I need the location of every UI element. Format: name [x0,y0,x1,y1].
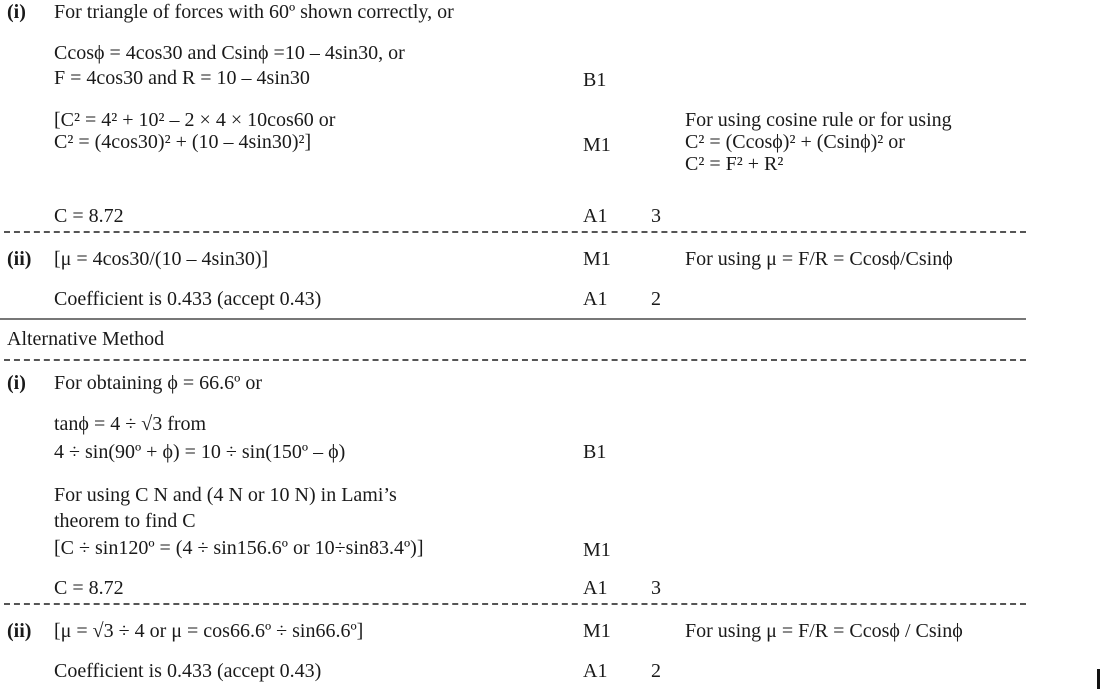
divider-solid [0,318,1026,320]
part-ii-total: 2 [651,288,661,310]
alt-part-ii-line1: [μ = √3 ÷ 4 or μ = cos66.6º ÷ sin66.6º] [54,620,364,642]
divider-dashed [4,359,1026,361]
alt-part-i-total: 3 [651,577,661,599]
divider-dashed [4,603,1026,605]
part-i-line4: [C² = 4² + 10² – 2 × 4 × 10cos60 or [54,109,336,131]
part-ii-note1: For using μ = F/R = Ccosϕ/Csinϕ [685,248,953,270]
part-ii-label: (ii) [7,248,32,270]
alt-part-ii-mark-m1: M1 [583,620,611,642]
alt-part-i-line1: For obtaining ϕ = 66.6º or [54,372,262,394]
alt-part-i-mark-m1: M1 [583,539,611,561]
alt-part-i-line4: For using C N and (4 N or 10 N) in Lami’s [54,484,397,506]
part-i-note3: C² = F² + R² [685,153,784,175]
part-i-note1: For using cosine rule or for using [685,109,952,131]
alt-part-i-line7: C = 8.72 [54,577,124,599]
alt-part-ii-line2: Coefficient is 0.433 (accept 0.43) [54,660,322,682]
part-i-note2: C² = (Ccosϕ)² + (Csinϕ)² or [685,131,905,153]
alt-part-i-mark-a1: A1 [583,577,608,599]
part-ii-line2: Coefficient is 0.433 (accept 0.43) [54,288,322,310]
part-i-mark-m1: M1 [583,134,611,156]
alt-part-ii-note1: For using μ = F/R = Ccosϕ / Csinϕ [685,620,963,642]
part-i-mark-a1: A1 [583,205,608,227]
part-ii-mark-a1: A1 [583,288,608,310]
part-ii-line1: [μ = 4cos30/(10 – 4sin30)] [54,248,269,270]
part-i-line6: C = 8.72 [54,205,124,227]
part-i-line5: C² = (4cos30)² + (10 – 4sin30)²] [54,131,312,153]
alternative-method-heading: Alternative Method [7,328,165,350]
alt-part-i-mark-b1: B1 [583,441,607,463]
divider-dashed [4,231,1026,233]
part-i-line3: F = 4cos30 and R = 10 – 4sin30 [54,67,310,89]
part-i-total: 3 [651,205,661,227]
alt-part-i-label: (i) [7,372,26,394]
alt-part-ii-mark-a1: A1 [583,660,608,682]
part-i-line1: For triangle of forces with 60º shown correctly, or [54,1,454,23]
alt-part-i-line3: 4 ÷ sin(90º + ϕ) = 10 ÷ sin(150º – ϕ) [54,441,346,463]
alt-part-i-line2: tanϕ = 4 ÷ √3 from [54,413,207,435]
part-i-line2: Ccosϕ = 4cos30 and Csinϕ =10 – 4sin30, or [54,42,405,64]
alt-part-i-line5: theorem to find C [54,510,196,532]
part-ii-mark-m1: M1 [583,248,611,270]
part-i-label: (i) [7,1,26,23]
part-i-mark-b1: B1 [583,69,607,91]
alt-part-ii-total: 2 [651,660,661,682]
alt-part-i-line6: [C ÷ sin120º = (4 ÷ sin156.6º or 10÷sin83.4º)] [54,537,424,559]
alt-part-ii-label: (ii) [7,620,32,642]
